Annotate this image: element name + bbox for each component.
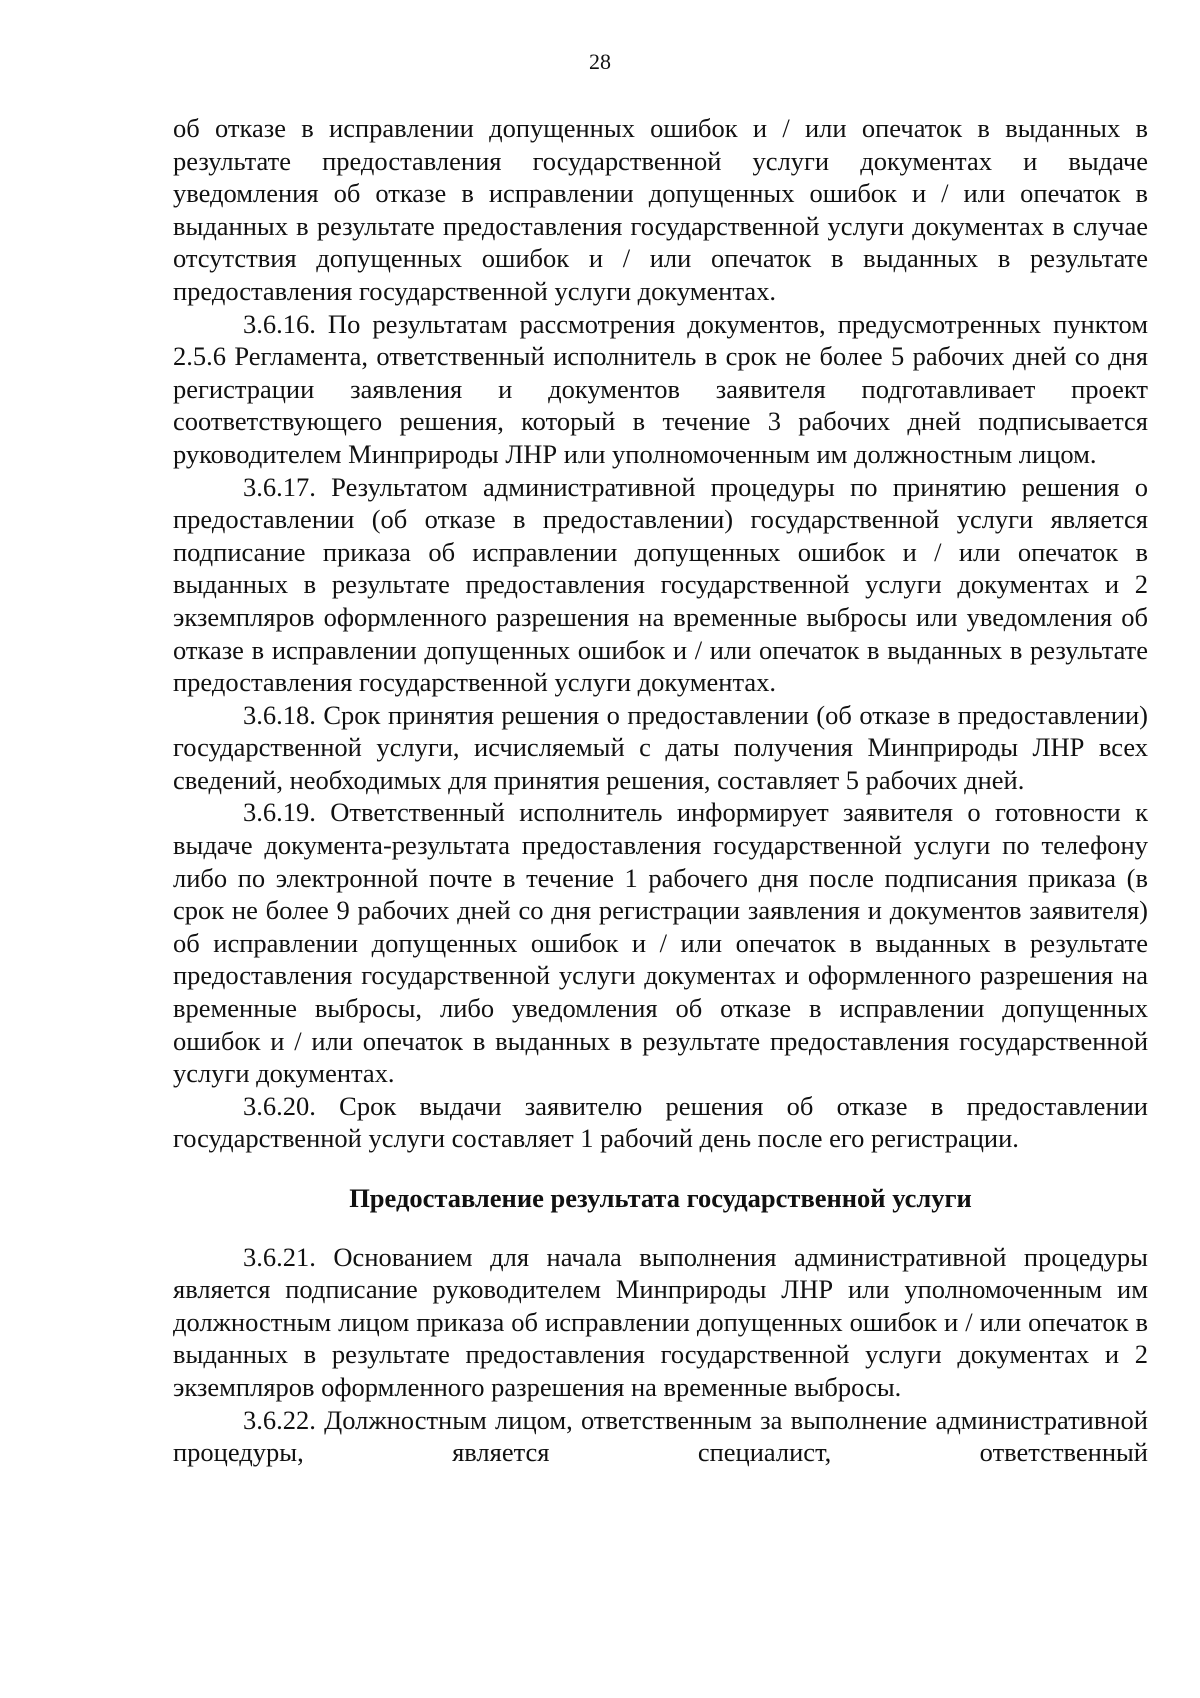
paragraph-3-6-16: 3.6.16. По результатам рассмотрения документов, предусмотренных пунктом 2.5.6 Регламента, ответственный исполнитель в срок не более 5 рабочих дней со дня регистрации заявления и документов заявителя подготавливает проект соответствующего решения, который в течение 3 рабочих дней подписывается руководителем Минприроды ЛНР или уполномоченным им должностным лицом. — [173, 308, 1148, 469]
section-heading: Предоставление результата государственной услуги — [349, 1183, 972, 1213]
paragraph-3-6-20: 3.6.20. Срок выдачи заявителю решения об отказе в предоставлении государственной услуги составляет 1 рабочий день после его регистрации. — [173, 1090, 1148, 1154]
paragraph-3-6-18: 3.6.18. Срок принятия решения о предоставлении (об отказе в предоставлении) государственной услуги, исчисляемый с даты получения Минприроды ЛНР всех сведений, необходимых для принятия решения, составляет 5 рабочих дней. — [173, 699, 1148, 795]
paragraph-continuation: об отказе в исправлении допущенных ошибок и / или опечаток в выданных в результате предоставления государственной услуги документах и выдаче уведомления об отказе в исправлении допущенных ошибок и / или опечаток в выданных в результате предоставления государственной услуги документах в случае отсутствия допущенных ошибок и / или опечаток в выданных в результате предоставления государственной услуги документах. — [173, 113, 1148, 306]
paragraph-3-6-17: 3.6.17. Результатом административной процедуры по принятию решения о предоставлении (об отказе в предоставлении) государственной услуги является подписание приказа об исправлении допущенных ошибок и / или опечаток в выданных в результате предоставления государственной услуги документах и 2 экземпляров оформленного разрешения на временные выбросы или уведомления об отказе в исправлении допущенных ошибок и / или опечаток в выданных в результате предоставления государственной услуги документах. — [173, 471, 1148, 698]
page-number: 28 — [589, 49, 611, 74]
paragraph-3-6-21: 3.6.21. Основанием для начала выполнения административной процедуры является подписание руководителем Минприроды ЛНР или уполномоченным им должностным лицом приказа об исправлении допущенных ошибок и / или опечаток в выданных в результате предоставления государственной услуги документах и 2 экземпляров оформленного разрешения на временные выбросы. — [173, 1241, 1148, 1402]
paragraph-3-6-22: 3.6.22. Должностным лицом, ответственным за выполнение административной процедуры, является специалист, ответственный — [173, 1404, 1148, 1468]
document-body — [173, 112, 1148, 1469]
paragraph-3-6-19: 3.6.19. Ответственный исполнитель информирует заявителя о готовности к выдаче документа-результата предоставления государственной услуги по телефону либо по электронной почте в течение 1 рабочего дня после подписания приказа (в срок не более 9 рабочих дней со дня регистрации заявления и документов заявителя) об исправлении допущенных ошибок и / или опечаток в выданных в результате предоставления государственной услуги документах и оформленного разрешения на временные выбросы, либо уведомления об отказе в исправлении допущенных ошибок и / или опечаток в выданных в результате предоставления государственной услуги документах. — [173, 797, 1148, 1089]
